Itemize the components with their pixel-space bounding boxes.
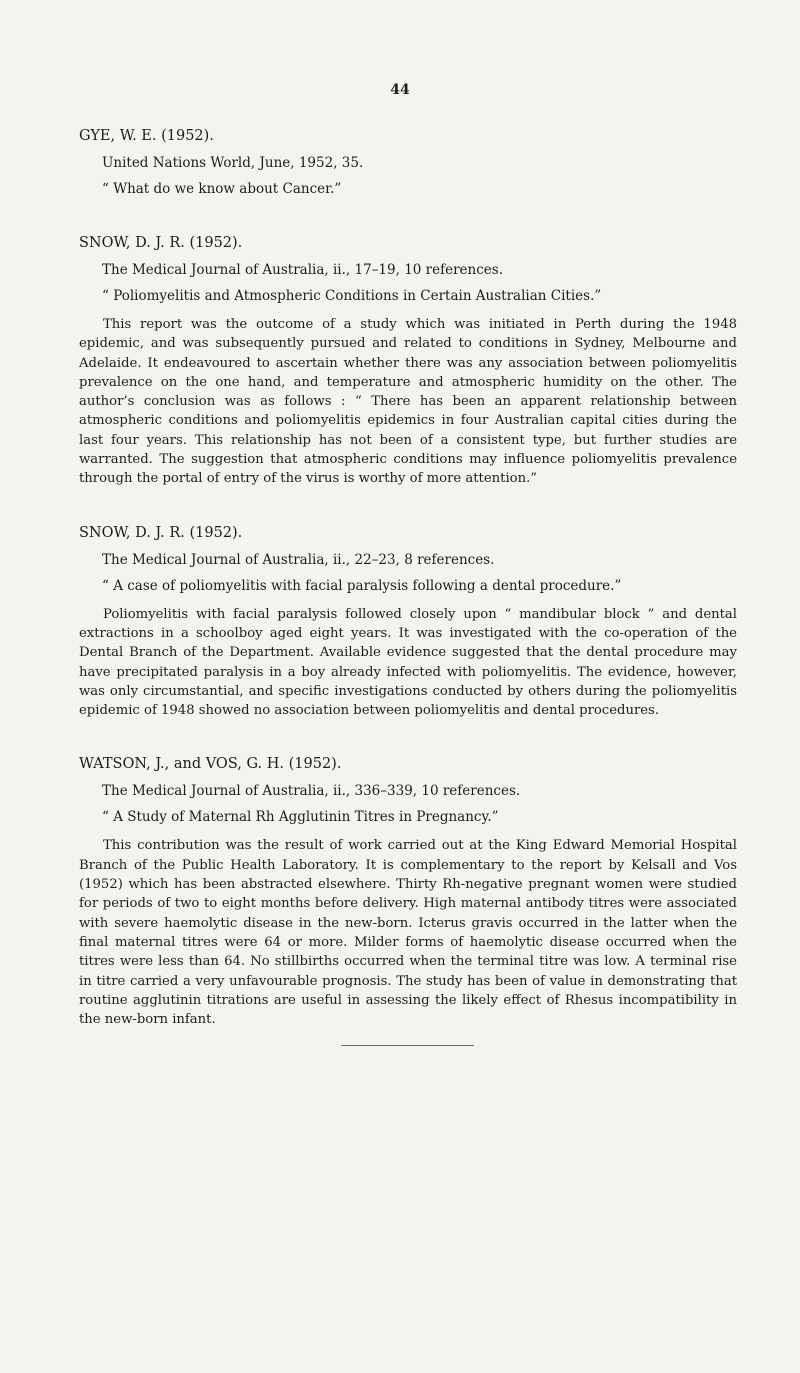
reference-entry-gye [79,126,737,199]
entry-article-title: “ Poliomyelitis and Atmospheric Conditions in Certain Australian Cities.” [102,288,602,304]
entry-author: WATSON, J., and VOS, G. H. (1952). [79,756,342,773]
entry-journal: The Medical Journal of Australia, ii., 336–339, 10 references. [102,783,521,800]
entry-abstract: This contribution was the result of work carried out at the King Edward Memorial Hospital Branch of the Public Health Laboratory. It is complementary to the report by Kelsall and Vos (1952) which has been abstracted elsewhere. Thirty Rh-negative pregnant women were studied for periods of two to eight months before delivery. High maternal antibody titres were associated with severe haemolytic disease in the new-born. Icterus gravis occurred in the latter when the final maternal titres were 64 or more. Milder forms of haemolytic disease occurred when the titres were less than 64. No stillbirths occurred when the terminal titre was low. A terminal rise in titre carried a very unfavourable prognosis. The study has been of value in demonstrating that routine agglutinin titrations are useful in assessing the likely effect of Rhesus incompatibility in the new-born infant. [79,838,737,1028]
entry-article-title: “ A Study of Maternal Rh Agglutinin Titres in Pregnancy.” [102,809,499,826]
reference-entry-watson-vos [79,754,737,1029]
entry-author: SNOW, D. J. R. (1952). [79,235,243,251]
entry-article-title: “ What do we know about Cancer.” [102,181,342,197]
entry-author: GYE, W. E. (1952). [79,128,214,144]
references-list [79,126,737,1029]
entry-journal: United Nations World, June, 1952, 35. [102,155,364,171]
entry-journal: The Medical Journal of Australia, ii., 22–23, 8 references. [102,551,495,568]
section-divider [341,1045,474,1046]
entry-article-title: “ A case of poliomyelitis with facial paralysis following a dental procedure.” [102,577,622,594]
page-number: 44 [390,82,410,98]
entry-abstract: Poliomyelitis with facial paralysis followed closely upon “ mandibular block ” and dental extractions in a schoolboy aged eight years. It was investigated with the co-operation of the Dental Branch of the Department. Available evidence suggested that the dental procedure may have precipitated paralysis in a boy already infected with poliomyelitis. The evidence, however, was only circumstantial, and specific investigations conducted by others during the poliomyelitis epidemic of 1948 showed no association between poliomyelitis and dental procedures. [79,606,737,719]
reference-entry-snow-1 [79,233,737,489]
entry-journal: The Medical Journal of Australia, ii., 17–19, 10 references. [102,262,503,278]
entry-abstract: This report was the outcome of a study which was initiated in Perth during the 1948 epidemic, and was subsequently pursued and related to conditions in Sydney, Melbourne and Adelaide. It endeavoured to ascertain whether there was any association between poliomyelitis prevalence on the one hand, and temperature and atmospheric humidity on the other. The author’s conclusion was as follows : “ There has been an apparent relationship between atmospheric conditions and poliomyelitis epidemics in four Australian capital cities during the last four years. This relationship has not been of a consistent type, but further studies are warranted. The suggestion that atmospheric conditions may influence poliomyelitis prevalence through the portal of entry of the virus is worthy of more attention.” [79,317,737,487]
entry-author: SNOW, D. J. R. (1952). [79,524,243,541]
reference-entry-snow-2 [79,523,737,721]
